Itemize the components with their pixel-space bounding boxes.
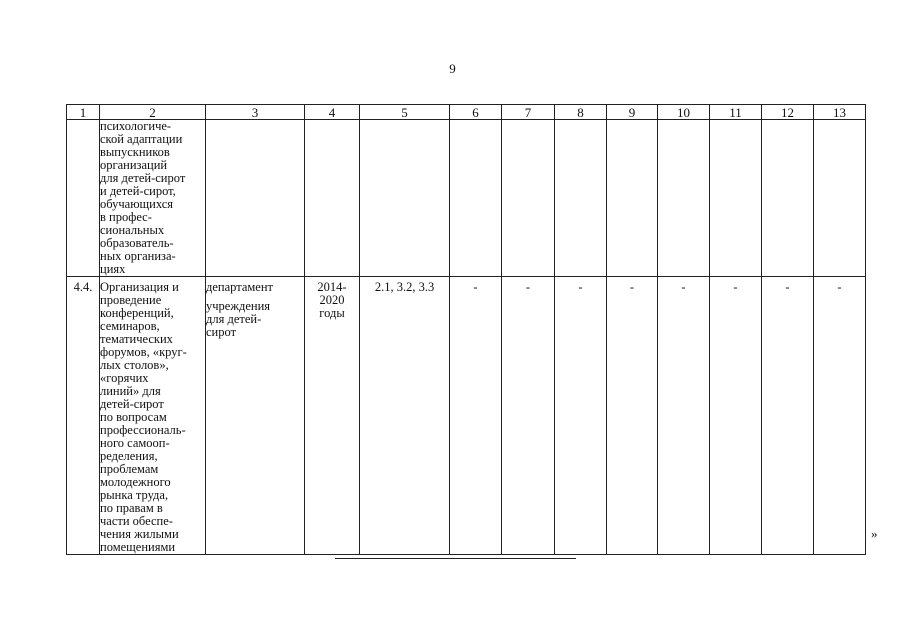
- cell-indicators: 2.1, 3.2, 3.3: [360, 277, 450, 555]
- text-line: по правам в: [100, 501, 163, 515]
- cell-empty: [607, 120, 658, 277]
- cell-dash: -: [502, 277, 555, 555]
- text-line: департамент: [206, 280, 274, 294]
- text-line: линий» для: [100, 384, 161, 398]
- text-line: помещениями: [100, 540, 176, 554]
- measures-table: [66, 104, 866, 555]
- text-line: психологиче-: [100, 119, 172, 133]
- header-cell: 5: [360, 105, 450, 120]
- cell-dash: -: [762, 277, 814, 555]
- text-line: чения жилыми: [100, 527, 179, 541]
- text-line: обучающихся: [100, 197, 174, 211]
- header-cell: 7: [502, 105, 555, 120]
- text-line: лых столов»,: [100, 358, 169, 372]
- table-row-continuation: [67, 120, 866, 277]
- header-cell: 11: [710, 105, 762, 120]
- text-line: годы: [319, 306, 345, 320]
- header-cell: 12: [762, 105, 814, 120]
- header-cell: 1: [67, 105, 100, 120]
- cell-number: 4.4.: [67, 277, 100, 555]
- cell-empty: [814, 120, 866, 277]
- text-line: конференций,: [100, 306, 174, 320]
- cell-empty: [762, 120, 814, 277]
- text-line: детей-сирот: [100, 397, 164, 411]
- cell-empty: [502, 120, 555, 277]
- cell-empty: [450, 120, 502, 277]
- cell-number: [67, 120, 100, 277]
- cell-empty: [360, 120, 450, 277]
- cell-empty: [206, 120, 305, 277]
- text-line: рынка труда,: [100, 488, 169, 502]
- header-cell: 8: [555, 105, 607, 120]
- cell-empty: [710, 120, 762, 277]
- cell-dash: -: [814, 277, 866, 555]
- text-line: тематических: [100, 332, 173, 346]
- header-cell: 9: [607, 105, 658, 120]
- text-line: образователь-: [100, 236, 174, 250]
- text-line: учреждения: [206, 299, 271, 313]
- text-line: ской адаптации: [100, 132, 183, 146]
- header-cell: 4: [305, 105, 360, 120]
- text-line: молодежного: [100, 475, 171, 489]
- text-line: «горячих: [100, 371, 149, 385]
- text-line: проблемам: [100, 462, 159, 476]
- text-line: профессиональ-: [100, 423, 186, 437]
- text-line: проведение: [100, 293, 162, 307]
- text-line: ных организа-: [100, 249, 176, 263]
- text-line: для детей-сирот: [100, 171, 186, 185]
- text-line: циях: [100, 262, 126, 276]
- cell-empty: [305, 120, 360, 277]
- text-line: ределения,: [100, 449, 158, 463]
- cell-measure-text: [100, 120, 206, 277]
- text-line: 2020: [319, 293, 345, 307]
- table-row-4-4: [67, 277, 866, 555]
- header-cell: 10: [658, 105, 710, 120]
- text-line: организаций: [100, 158, 168, 172]
- header-cell: 3: [206, 105, 305, 120]
- header-cell: 13: [814, 105, 866, 120]
- text-line: сирот: [206, 325, 237, 339]
- cell-empty: [658, 120, 710, 277]
- cell-dash: -: [710, 277, 762, 555]
- cell-dash: -: [555, 277, 607, 555]
- closing-quote-mark: »: [871, 526, 878, 541]
- text-line: семинаров,: [100, 319, 160, 333]
- cell-measure-text: [100, 277, 206, 555]
- text-line: части обеспе-: [100, 514, 173, 528]
- header-row: [67, 105, 866, 120]
- text-line: выпускников: [100, 145, 170, 159]
- cell-empty: [555, 120, 607, 277]
- cell-dash: -: [450, 277, 502, 555]
- text-line: форумов, «круг-: [100, 345, 187, 359]
- text-line: Организация и: [100, 280, 179, 294]
- cell-period: [305, 277, 360, 555]
- text-line: по вопросам: [100, 410, 167, 424]
- cell-dash: -: [607, 277, 658, 555]
- text-line: для детей-: [206, 312, 262, 326]
- page-number: 9: [449, 61, 456, 76]
- header-cell: 2: [100, 105, 206, 120]
- text-line: и детей-сирот,: [100, 184, 176, 198]
- text-line: 2014-: [317, 280, 347, 294]
- cell-dash: -: [658, 277, 710, 555]
- text-line: сиональных: [100, 223, 165, 237]
- cell-executor: [206, 277, 305, 555]
- bottom-rule: [335, 558, 576, 559]
- text-line: ного самооп-: [100, 436, 170, 450]
- text-line: в профес-: [100, 210, 152, 224]
- header-cell: 6: [450, 105, 502, 120]
